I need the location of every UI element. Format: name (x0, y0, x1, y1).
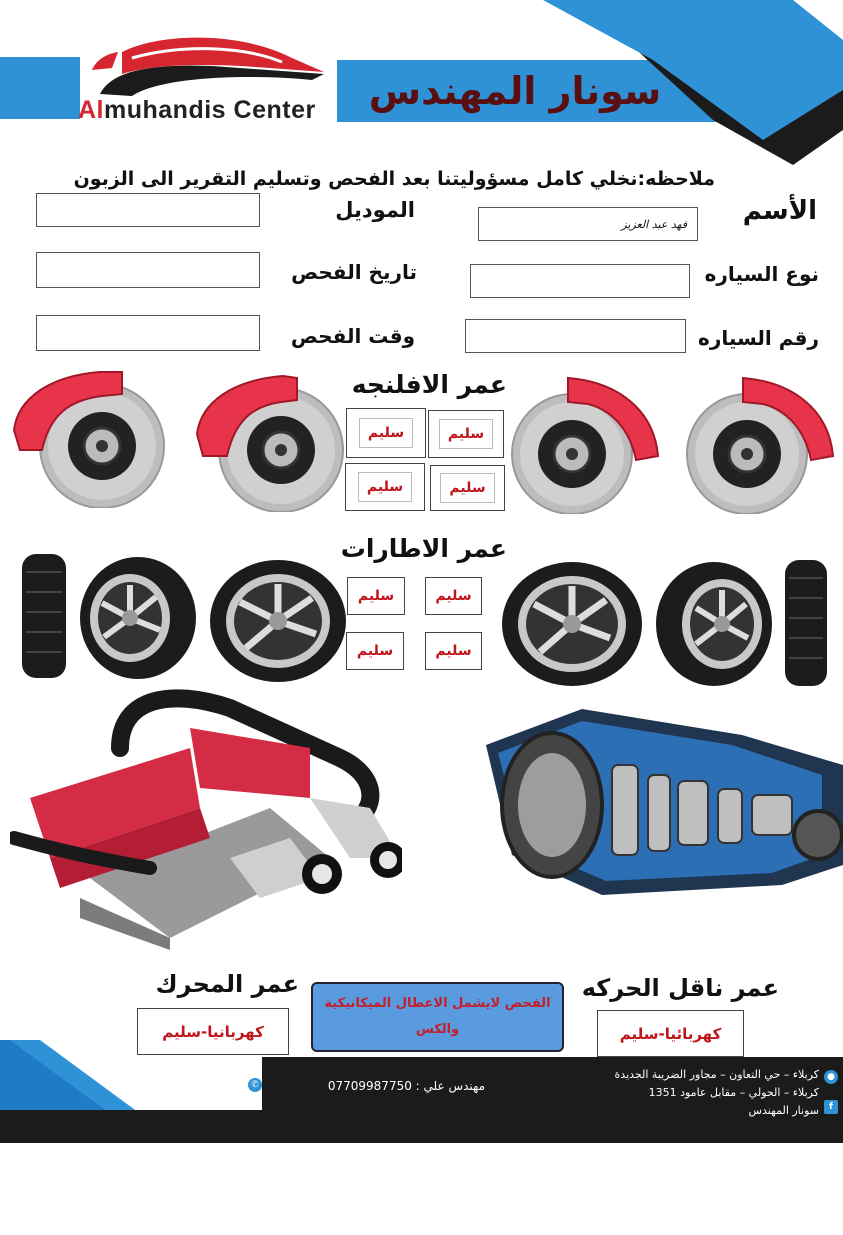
transmission-section-title: عمر ناقل الحركه (581, 974, 779, 1002)
tire-status-box: سليم (425, 632, 482, 670)
phone-icon: ✆ (248, 1078, 262, 1092)
brake-status-box: سليم (428, 410, 504, 458)
engine-icon (10, 688, 402, 950)
wheel-icon (500, 560, 645, 688)
car-type-field[interactable] (470, 264, 690, 298)
car-type-label: نوع السياره (704, 262, 819, 286)
disclaimer-badge: الفحص لايشمل الاعطال الميكانيكية والكس (311, 982, 564, 1052)
brake-disc-icon (508, 374, 663, 514)
model-field[interactable] (36, 193, 260, 227)
inspection-date-label: تاريخ الفحص (291, 260, 417, 284)
location-icon: ● (824, 1070, 838, 1084)
tire-side-icon (783, 558, 829, 688)
logo-wordmark: Almuhandis Center (78, 96, 316, 124)
address-line-2: كربلاء – الحولي – مقابل عامود 1351 (648, 1086, 819, 1099)
car-logo-icon (92, 30, 328, 100)
address-line-1: كربلاء – حي التعاون – مجاور الضريبة الجديدة (614, 1068, 819, 1081)
wheel-icon (208, 558, 348, 684)
tire-status-box: سليم (347, 577, 405, 615)
wheel-icon (652, 560, 774, 688)
phone-text: مهندس علي : 07709987750 (327, 1079, 485, 1093)
brake-disc-icon (193, 372, 353, 512)
header-accent-left (0, 57, 80, 119)
car-number-label: رقم السياره (698, 326, 819, 350)
tire-side-icon (20, 552, 68, 680)
brand-title: سونار المهندس (368, 69, 662, 113)
brake-status-box: سليم (430, 465, 505, 511)
tire-status-box: سليم (425, 577, 482, 615)
inspection-date-field[interactable] (36, 252, 260, 288)
facebook-page: سونار المهندس (748, 1104, 819, 1117)
inspection-time-label: وقت الفحص (290, 324, 415, 348)
inspection-time-field[interactable] (36, 315, 260, 351)
transmission-status-box: كهربائيا-سليم (597, 1010, 744, 1057)
brake-disc-icon (683, 374, 838, 514)
car-number-field[interactable] (465, 319, 686, 353)
model-label: الموديل (335, 198, 415, 222)
transmission-icon (482, 705, 843, 895)
facebook-icon: f (824, 1100, 838, 1114)
footer-bar-left (0, 1110, 262, 1143)
brake-status-box: سليم (346, 408, 426, 458)
brake-status-box: سليم (345, 463, 425, 511)
name-field[interactable]: فهد عبد العزيز (478, 207, 698, 241)
name-label: الأسم (742, 196, 817, 226)
wheel-icon (78, 555, 198, 681)
brake-disc-icon (10, 368, 170, 508)
engine-status-box: كهربانيا-سليم (137, 1008, 289, 1055)
tires-section-title: عمر الاطارات (340, 534, 507, 563)
tire-status-box: سليم (346, 632, 404, 670)
liability-note: ملاحظه:نخلي كامل مسؤوليتنا بعد الفحص وتسليم التقرير الى الزبون (73, 168, 715, 190)
brakes-section-title: عمر الافلنجه (351, 370, 507, 399)
engine-section-title: عمر المحرك (155, 970, 299, 998)
